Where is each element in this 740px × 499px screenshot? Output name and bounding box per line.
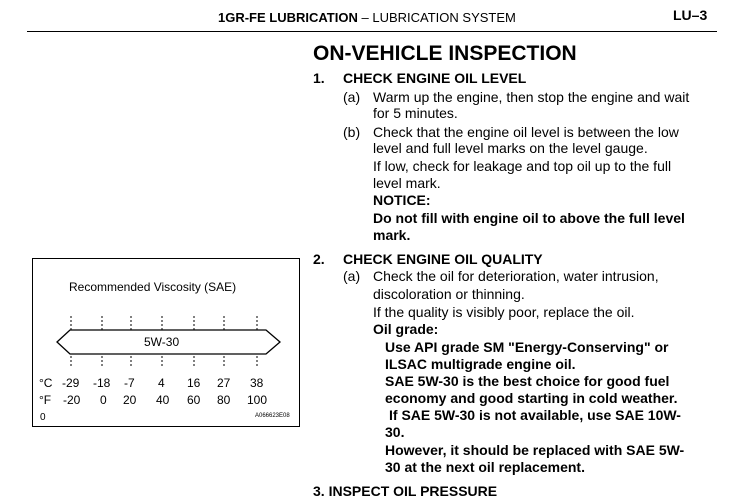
- celsius-unit: °C: [39, 376, 53, 390]
- oil-grade-line6: 30.: [385, 424, 405, 440]
- band-label: 5W-30: [144, 335, 180, 349]
- oil-grade-line3: SAE 5W-30 is the best choice for good fuel: [385, 373, 670, 389]
- step1-b-line3: If low, check for leakage and top oil up to the full: [373, 158, 672, 174]
- notice-line2: mark.: [373, 227, 411, 243]
- header-system: LUBRICATION SYSTEM: [372, 10, 516, 25]
- fahrenheit-tick: 100: [247, 393, 268, 407]
- step1-a-label: (a): [343, 89, 361, 105]
- celsius-tick: 4: [158, 376, 165, 390]
- oil-grade-line7: However, it should be replaced with SAE 5W-: [385, 442, 685, 458]
- step1-heading: CHECK ENGINE OIL LEVEL: [343, 70, 527, 86]
- step1-b-line1: Check that the engine oil level is between the low: [373, 124, 679, 140]
- step2-a-line2: discoloration or thinning.: [373, 286, 525, 302]
- figure-code: A066623E08: [255, 413, 290, 419]
- oil-grade-line8: 30 at the next oil replacement.: [385, 459, 585, 475]
- celsius-tick: 16: [187, 376, 201, 390]
- step2-heading: CHECK ENGINE OIL QUALITY: [343, 251, 543, 267]
- notice-label: NOTICE:: [373, 192, 431, 208]
- oil-grade-line5: If SAE 5W-30 is not available, use SAE 10W-: [389, 407, 681, 423]
- step2-a-line1: Check the oil for deterioration, water intrusion,: [373, 268, 659, 284]
- step2-a-label: (a): [343, 268, 361, 284]
- oil-grade-line4: economy and good starting in cold weather.: [385, 390, 678, 406]
- notice-line1: Do not fill with engine oil to above the full level: [373, 210, 685, 226]
- fahrenheit-tick: 0: [100, 393, 107, 407]
- oil-grade-line2: ILSAC multigrade engine oil.: [385, 356, 576, 372]
- fahrenheit-tick: 20: [123, 393, 137, 407]
- header-rule: [27, 31, 717, 32]
- page-number: LU–3: [673, 7, 708, 23]
- celsius-tick: 27: [217, 376, 231, 390]
- celsius-tick: -29: [62, 376, 80, 390]
- oil-grade-line1: Use API grade SM "Energy-Conserving" or: [385, 339, 669, 355]
- step1-number: 1.: [313, 70, 325, 86]
- step2-number: 2.: [313, 251, 325, 267]
- step1-b-line4: level mark.: [373, 175, 441, 191]
- running-header: [218, 10, 516, 25]
- fahrenheit-tick: 40: [156, 393, 170, 407]
- step2-a-line3: If the quality is visibly poor, replace the oil.: [373, 304, 635, 320]
- step3-heading-partial: 3. INSPECT OIL PRESSURE: [313, 483, 498, 499]
- step1-b-line2: level and full level marks on the level gauge.: [373, 140, 648, 156]
- celsius-tick: 38: [250, 376, 264, 390]
- celsius-tick: -7: [124, 376, 135, 390]
- header-engine: 1GR-FE LUBRICATION: [218, 10, 358, 25]
- fahrenheit-tick: 60: [187, 393, 201, 407]
- viscosity-figure: [32, 258, 300, 427]
- step1-a-line2: for 5 minutes.: [373, 105, 458, 121]
- step1-a-line1: Warm up the engine, then stop the engine and wait: [373, 89, 690, 105]
- fahrenheit-tick: 80: [217, 393, 231, 407]
- oil-grade-label: Oil grade:: [373, 321, 439, 337]
- section-title: ON-VEHICLE INSPECTION: [313, 42, 577, 65]
- figure-corner-mark: 0: [40, 412, 46, 423]
- celsius-tick: -18: [93, 376, 111, 390]
- fahrenheit-tick: -20: [63, 393, 81, 407]
- figure-title: Recommended Viscosity (SAE): [69, 280, 237, 294]
- fahrenheit-unit: °F: [39, 393, 52, 407]
- step1-b-label: (b): [343, 124, 361, 140]
- header-dash: –: [361, 10, 369, 25]
